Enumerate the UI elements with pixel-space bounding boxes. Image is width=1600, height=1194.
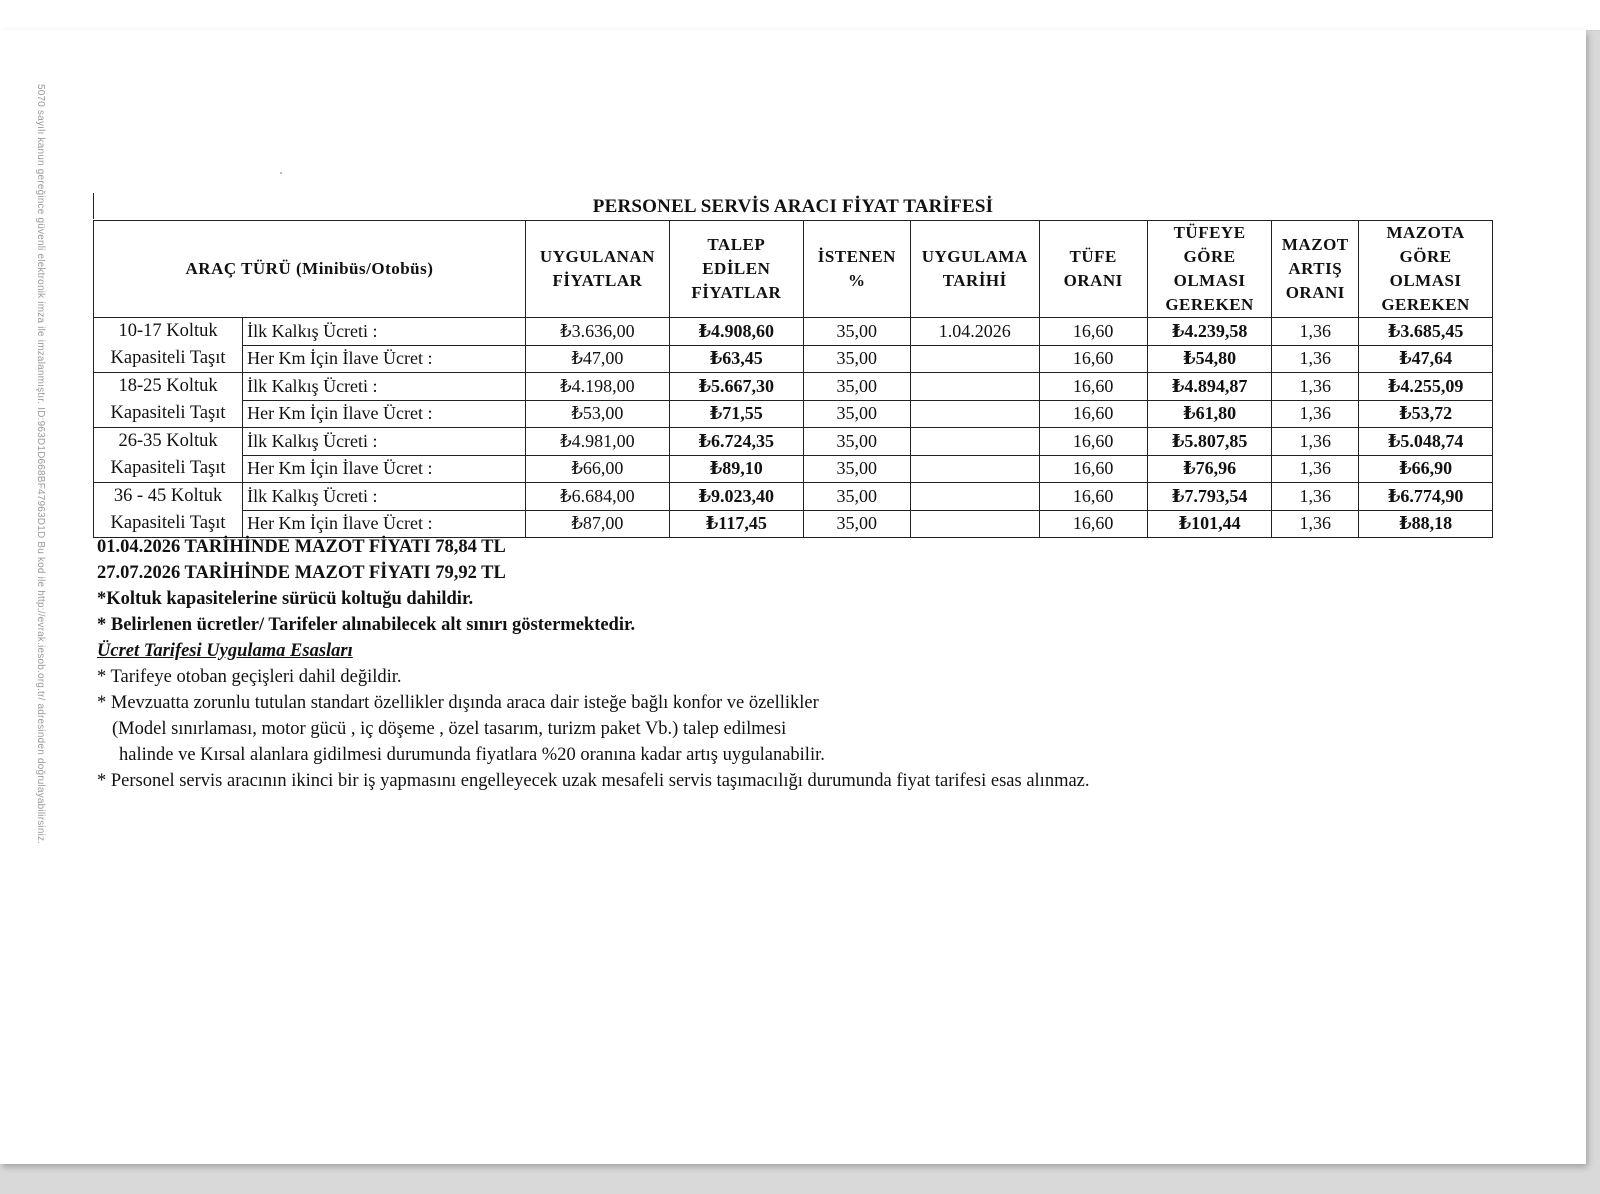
talep-cell: ₺5.667,30 <box>669 373 803 401</box>
istenen-cell: 35,00 <box>803 318 910 346</box>
notes-section <box>97 534 1497 794</box>
istenen-cell: 35,00 <box>803 483 910 511</box>
tufe-cell: 16,60 <box>1039 483 1147 511</box>
talep-cell: ₺89,10 <box>669 455 803 483</box>
vehicle-group-cell <box>94 318 243 373</box>
fee-label-cell: İlk Kalkış Ücreti : <box>243 483 526 511</box>
uygulama-tarihi-cell <box>910 483 1039 511</box>
scan-speck <box>280 172 282 174</box>
mazota-cell: ₺88,18 <box>1359 510 1493 538</box>
mazot-artis-cell: 1,36 <box>1272 428 1359 456</box>
mazot-artis-cell: 1,36 <box>1272 455 1359 483</box>
tufe-cell: 16,60 <box>1039 510 1147 538</box>
uygulanan-cell: ₺6.684,00 <box>525 483 669 511</box>
tufeye-cell: ₺61,80 <box>1147 400 1272 428</box>
uygulama-tarihi-cell <box>910 400 1039 428</box>
rules-heading: Ücret Tarifesi Uygulama Esasları <box>97 641 353 661</box>
seat-capacity-note: *Koltuk kapasitelerine sürücü koltuğu dahildir. <box>97 589 474 609</box>
mazota-cell: ₺66,90 <box>1359 455 1493 483</box>
vehicle-group-type: Kapasiteli Taşıt <box>110 513 226 533</box>
table-row <box>94 345 1493 373</box>
fee-label-cell: İlk Kalkış Ücreti : <box>243 373 526 401</box>
uygulama-tarihi-cell: 1.04.2026 <box>910 318 1039 346</box>
mazot-price-note-2: 27.07.2026 TARİHİNDE MAZOT FİYATI 79,92 TL <box>97 563 506 583</box>
vehicle-group-cell <box>94 483 243 538</box>
document-title: PERSONEL SERVİS ARACI FİYAT TARİFESİ <box>592 196 994 217</box>
fee-label-cell: Her Km İçin İlave Ücret : <box>243 455 526 483</box>
regulation-note-line-1: * Mevzuatta zorunlu tutulan standart özellikler dışında araca dair isteğe bağlı konfor ve özellikler <box>97 693 819 713</box>
table-row <box>94 400 1493 428</box>
lower-limit-note: * Belirlenen ücretler/ Tarifeler alınabilecek alt sınırı göstermektedir. <box>97 615 636 635</box>
tufeye-cell: ₺7.793,54 <box>1147 483 1272 511</box>
istenen-cell: 35,00 <box>803 428 910 456</box>
vehicle-group-capacity: 36 - 45 Koltuk <box>113 486 223 506</box>
fee-label-cell: İlk Kalkış Ücreti : <box>243 428 526 456</box>
mazot-price-note-1: 01.04.2026 TARİHİNDE MAZOT FİYATI 78,84 TL <box>97 537 506 557</box>
regulation-note-line-3: halinde ve Kırsal alanlara gidilmesi durumunda fiyatlara %20 oranına kadar artış uygulanabilir. <box>119 745 825 765</box>
tufe-cell: 16,60 <box>1039 428 1147 456</box>
tufeye-cell: ₺5.807,85 <box>1147 428 1272 456</box>
tufe-cell: 16,60 <box>1039 455 1147 483</box>
mazota-cell: ₺5.048,74 <box>1359 428 1493 456</box>
table-header-row <box>94 221 1493 318</box>
header-tufeye: TÜFEYE GÖRE OLMASI GEREKEN <box>1147 221 1272 318</box>
istenen-cell: 35,00 <box>803 455 910 483</box>
istenen-cell: 35,00 <box>803 510 910 538</box>
talep-cell: ₺71,55 <box>669 400 803 428</box>
table-row <box>94 373 1493 401</box>
vehicle-group-capacity: 10-17 Koltuk <box>118 321 218 341</box>
uygulama-tarihi-cell <box>910 455 1039 483</box>
istenen-cell: 35,00 <box>803 345 910 373</box>
talep-cell: ₺117,45 <box>669 510 803 538</box>
tufeye-cell: ₺76,96 <box>1147 455 1272 483</box>
uygulanan-cell: ₺47,00 <box>525 345 669 373</box>
header-uygulanan: UYGULANAN FİYATLAR <box>525 221 669 318</box>
header-uygulama-tarihi: UYGULAMA TARİHİ <box>910 221 1039 318</box>
mazot-artis-cell: 1,36 <box>1272 400 1359 428</box>
uygulama-tarihi-cell <box>910 345 1039 373</box>
mazota-cell: ₺3.685,45 <box>1359 318 1493 346</box>
vehicle-group-capacity: 18-25 Koltuk <box>118 376 218 396</box>
vehicle-group-type: Kapasiteli Taşıt <box>110 348 226 368</box>
tariff-table <box>93 220 1493 538</box>
header-talep: TALEP EDİLEN FİYATLAR <box>669 221 803 318</box>
mazot-artis-cell: 1,36 <box>1272 483 1359 511</box>
fee-label-cell: Her Km İçin İlave Ücret : <box>243 345 526 373</box>
mazot-artis-cell: 1,36 <box>1272 373 1359 401</box>
mazota-cell: ₺4.255,09 <box>1359 373 1493 401</box>
mazota-cell: ₺53,72 <box>1359 400 1493 428</box>
mazota-cell: ₺6.774,90 <box>1359 483 1493 511</box>
mazot-artis-cell: 1,36 <box>1272 510 1359 538</box>
header-tufe: TÜFE ORANI <box>1039 221 1147 318</box>
istenen-cell: 35,00 <box>803 373 910 401</box>
table-row <box>94 455 1493 483</box>
vehicle-group-type: Kapasiteli Taşıt <box>110 458 226 478</box>
fee-label-cell: Her Km İçin İlave Ücret : <box>243 510 526 538</box>
tufeye-cell: ₺54,80 <box>1147 345 1272 373</box>
header-mazota: MAZOTA GÖRE OLMASI GEREKEN <box>1359 221 1493 318</box>
header-istenen: İSTENEN % <box>803 221 910 318</box>
talep-cell: ₺9.023,40 <box>669 483 803 511</box>
table-body <box>94 318 1493 538</box>
uygulanan-cell: ₺3.636,00 <box>525 318 669 346</box>
tufe-cell: 16,60 <box>1039 400 1147 428</box>
uygulama-tarihi-cell <box>910 428 1039 456</box>
vehicle-group-type: Kapasiteli Taşıt <box>110 403 226 423</box>
tufe-cell: 16,60 <box>1039 318 1147 346</box>
header-mazot-artis: MAZOT ARTIŞ ORANI <box>1272 221 1359 318</box>
page-top-edge <box>0 0 1600 31</box>
vehicle-group-capacity: 26-35 Koltuk <box>118 431 218 451</box>
vehicle-group-cell <box>94 428 243 483</box>
uygulanan-cell: ₺4.981,00 <box>525 428 669 456</box>
highway-note: * Tarifeye otoban geçişleri dahil değildir. <box>97 667 402 687</box>
mazota-cell: ₺47,64 <box>1359 345 1493 373</box>
uygulanan-cell: ₺4.198,00 <box>525 373 669 401</box>
uygulanan-cell: ₺66,00 <box>525 455 669 483</box>
uygulanan-cell: ₺87,00 <box>525 510 669 538</box>
vehicle-group-cell <box>94 373 243 428</box>
table-row <box>94 428 1493 456</box>
talep-cell: ₺4.908,60 <box>669 318 803 346</box>
fee-label-cell: Her Km İçin İlave Ücret : <box>243 400 526 428</box>
mazot-artis-cell: 1,36 <box>1272 318 1359 346</box>
tufeye-cell: ₺101,44 <box>1147 510 1272 538</box>
table-row <box>94 318 1493 346</box>
tufeye-cell: ₺4.239,58 <box>1147 318 1272 346</box>
talep-cell: ₺63,45 <box>669 345 803 373</box>
uygulama-tarihi-cell <box>910 373 1039 401</box>
tufe-cell: 16,60 <box>1039 345 1147 373</box>
istenen-cell: 35,00 <box>803 400 910 428</box>
tufe-cell: 16,60 <box>1039 373 1147 401</box>
table-row <box>94 483 1493 511</box>
talep-cell: ₺6.724,35 <box>669 428 803 456</box>
long-distance-note: * Personel servis aracının ikinci bir iş yapmasını engelleyecek uzak mesafeli servis taşımacılığı durumunda fiyat tarifesi esas alınmaz. <box>97 771 1090 791</box>
fee-label-cell: İlk Kalkış Ücreti : <box>243 318 526 346</box>
e-signature-note: 5070 sayılı kanun gereğince güvenli elektronik imza ile imzalanmıştır. ID:963D1D668BF47963D1D Bu kod ile http://evrak.iesob.org.tr/ adresinden doğrulayabilirsiniz. <box>35 84 46 845</box>
tufeye-cell: ₺4.894,87 <box>1147 373 1272 401</box>
mazot-artis-cell: 1,36 <box>1272 345 1359 373</box>
uygulanan-cell: ₺53,00 <box>525 400 669 428</box>
regulation-note-line-2: (Model sınırlaması, motor gücü , iç döşeme , özel tasarım, turizm paket Vb.) talep edilmesi <box>112 719 787 739</box>
header-arac-turu: ARAÇ TÜRÜ (Minibüs/Otobüs) <box>94 221 526 318</box>
